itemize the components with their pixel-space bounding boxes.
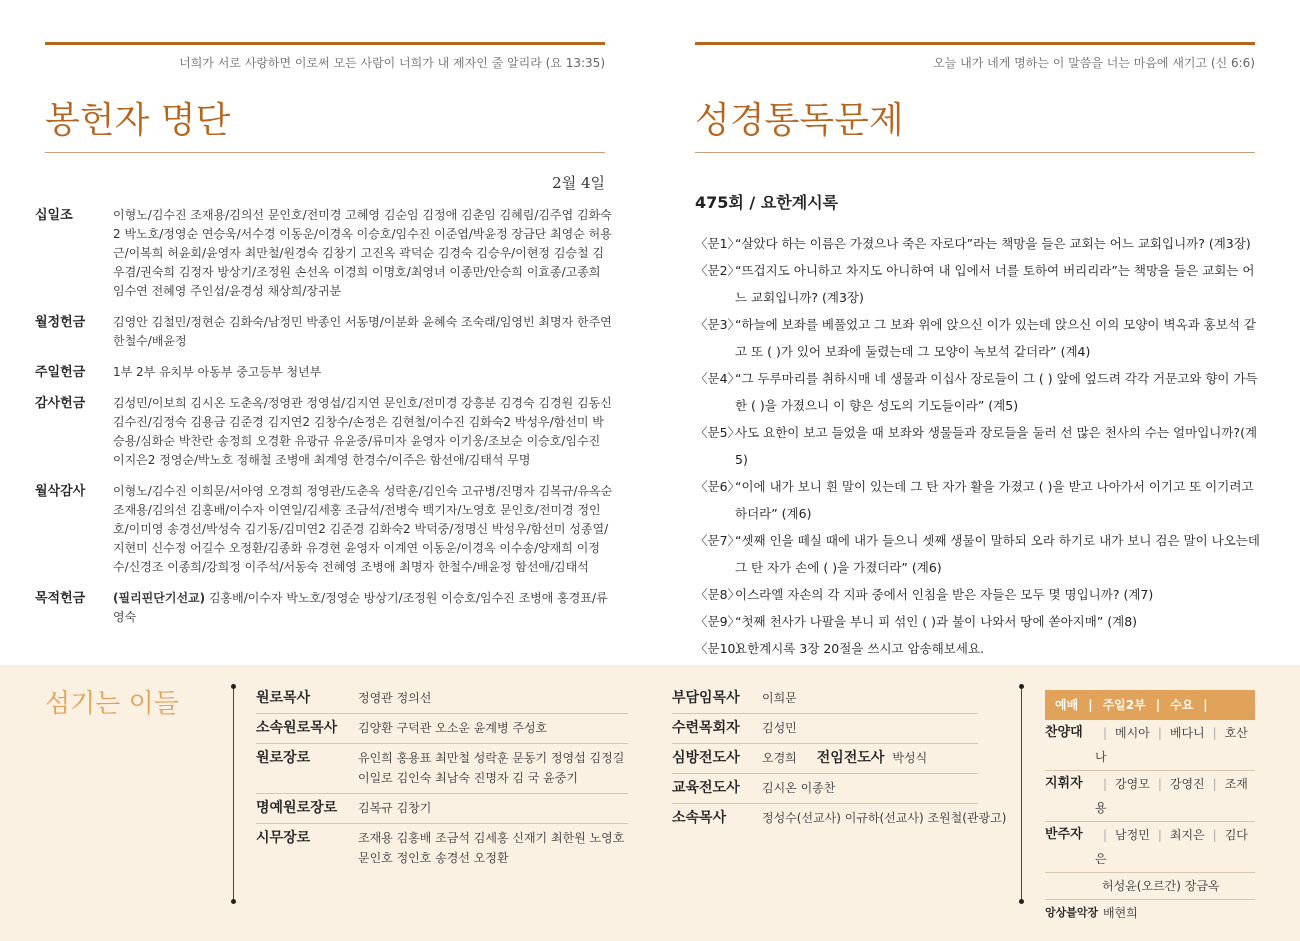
staff-role-secondary: 전임전도사 [816, 750, 885, 766]
question-number: 〈문4〉 [695, 371, 741, 386]
staff-names: 김시온 이종찬 [762, 781, 836, 795]
choir-value: 베다니 [1169, 726, 1205, 740]
choir-header-sep: | [1155, 698, 1161, 712]
staff-names: 유인희 홍용표 최만철 성락훈 문동기 정영섭 김정길 이일로 김인숙 최남숙 진명자 김 국 윤중기 [358, 751, 625, 785]
staff-names: 김복규 김창기 [358, 801, 432, 815]
donor-names: 이형노/김수진 이희문/서아영 오경희 정영관/도춘옥 성락훈/김인숙 고규병/진명자 김복규/유옥순 조재용/김의선 김홍배/이수자 이연일/김세홍 조금석/전병숙 백기자/노영호 문인호/전미경 정인호/이미영 송경선/박성숙 김기동/김미연2 김준경 김화숙2 박덕중/정명신 박성우/함선미 성종열/지현미 신수정 어길수 오정환/김종화 유경현 윤영자 이계연 이동운/이경옥 이수송/양재희 이정수/신경조 이종희/강희정 이주석/서동숙 전혜영 조병애 최명자 한철수/배윤정 함선애/김태석 [113, 484, 613, 574]
question-item [695, 581, 1260, 608]
donor-names: 1부 2부 유치부 아동부 중고등부 청년부 [113, 365, 322, 379]
staff-column-1 [256, 684, 628, 873]
title-rule [695, 152, 1255, 153]
staff-role: 시무장로 [256, 830, 311, 846]
title-rule [45, 152, 605, 153]
staff-names: 김성민 [762, 721, 797, 735]
choir-label: 찬양대 [1045, 725, 1083, 740]
question-text: 요한계시록 3장 20절을 쓰시고 암송해보세요. [735, 641, 985, 656]
verse-left: 너희가 서로 사랑하면 이로써 모든 사람이 너희가 내 제자인 줄 알리라 (요 13:35) [179, 56, 605, 70]
question-number: 〈문1〉 [695, 236, 741, 251]
staff-name: 박성식 [892, 751, 928, 765]
question-number: 〈문2〉 [695, 263, 741, 278]
staff-row [256, 684, 628, 714]
question-text: 사도 요한이 보고 들었을 때 보좌와 생물들과 장로들을 둘러 선 많은 천사의 수는 얼마입니까?(계5) [735, 425, 1258, 467]
staff-row [256, 794, 628, 824]
choir-header-sep: | [1203, 698, 1208, 712]
question-text: “뜨겁지도 아니하고 차지도 아니하여 내 입에서 너를 토하여 버리리라”는 책망을 들은 교회는 어느 교회입니까? (계3장) [735, 263, 1255, 305]
choir-label: 지휘자 [1045, 776, 1083, 791]
choir-label: 앙상블악장 [1045, 906, 1099, 919]
question-text: 이스라엘 자손의 각 지파 중에서 인침을 받은 자들은 모두 몇 명입니까? (계7) [735, 587, 1154, 602]
choir-header-sep: | [1088, 698, 1093, 712]
choir-row [1045, 900, 1255, 926]
divider-line [1021, 689, 1022, 901]
staff-name: 오경희 [762, 751, 797, 765]
top-rule [45, 42, 605, 45]
choir-value: 강영진 [1169, 777, 1205, 791]
choir-values: | 강영모 | 강영진 | 조재용 [1095, 777, 1248, 815]
donor-names [113, 589, 615, 627]
top-rule [695, 42, 1255, 45]
choir-row [1045, 771, 1255, 822]
question-list [695, 230, 1260, 662]
question-number: 〈문7〉 [695, 533, 741, 548]
choir-label: 반주자 [1045, 827, 1083, 842]
donor-names: 김성민/이보희 김시온 도춘옥/정영관 정영섭/김지연 문인호/전미경 강흥분 김경숙 김경원 김동신 김수진/김정숙 김용금 김준경 김지연2 김창수/손정은 김현철/이수진 김화숙2 박성우/함선미 박승용/심화순 박찬란 송정희 오경환 유광규 유윤중/류미자 윤영자 이기웅/조보순 이승호/임수진 이지은2 정영순/박노호 정해철 조병애 최계영 한경수/이주은 함선애/김태석 무명 [113, 396, 612, 467]
staff-role: 원로목사 [256, 690, 311, 706]
donor-row [35, 589, 615, 627]
question-item [695, 473, 1260, 527]
donor-row [35, 206, 615, 301]
staff-row [672, 714, 978, 744]
staff-names: 정성수(선교사) 이규하(선교사) 조원철(관광고) [762, 811, 1007, 825]
donor-label: 월삭감사 [35, 484, 86, 499]
question-number: 〈문10〉 [695, 641, 748, 656]
staff-role: 심방전도사 [672, 750, 740, 766]
mission-names: 김홍배/이수자 박노호/정영순 방상기/조정원 이승호/임수진 조병애 홍경표/류영숙 [113, 591, 608, 624]
choir-values: | 남정민 | 최지은 | 김다은 [1095, 828, 1248, 866]
staff-row [672, 774, 978, 804]
choir-header-cell: 주일2부 [1102, 698, 1146, 712]
question-item [695, 257, 1260, 311]
choir-values: | 메시아 | 베다니 | 호산나 [1095, 726, 1248, 764]
question-item [695, 608, 1260, 635]
question-item [695, 527, 1260, 581]
divider-line [233, 689, 234, 901]
donor-names: 김영안 김철민/정현순 김화숙/남정민 박종인 서동명/이분화 윤혜숙 조숙래/임영빈 최명자 한주연 한철수/배윤정 [113, 315, 612, 348]
choir-header [1045, 690, 1255, 720]
choir-value: 배현희 [1103, 906, 1138, 920]
donor-row [35, 482, 615, 577]
question-text: “하늘에 보좌를 베풀었고 그 보좌 위에 앉으신 이가 있는데 앉으신 이의 모양이 벽옥과 홍보석 같고 또 ( )가 있어 보좌에 둘렸는데 그 모양이 녹보석 같더라” (계4) [735, 317, 1256, 359]
question-text: “그 두루마리를 취하시매 네 생물과 이십사 장로들이 그 ( ) 앞에 엎드려 각각 거문고와 향이 가득한 ( )을 가졌으니 이 향은 성도의 기도들이라” (계5) [735, 371, 1258, 413]
choir-row [1045, 822, 1255, 873]
verse-right: 오늘 내가 네게 명하는 이 말씀을 너는 마음에 새기고 (신 6:6) [933, 56, 1255, 70]
question-item [695, 230, 1260, 257]
date: 2월 4일 [552, 174, 605, 192]
staff-role: 소속원로목사 [256, 720, 338, 736]
choir-table [1045, 690, 1255, 926]
staff-column-2 [672, 684, 1020, 833]
choir-value: 메시아 [1115, 726, 1150, 740]
question-text: “이에 내가 보니 흰 말이 있는데 그 탄 자가 활을 가졌고 ( )을 받고 나아가서 이기고 또 이기려고 하더라” (계6) [735, 479, 1254, 521]
question-number: 〈문3〉 [695, 317, 741, 332]
choir-value: 허성윤(오르간) 장금옥 [1102, 879, 1220, 893]
page-title-donors: 봉헌자 명단 [45, 100, 231, 141]
staff-role: 수련목회자 [672, 720, 740, 736]
choir-value: 최지은 [1169, 828, 1205, 842]
donor-row [35, 394, 615, 470]
question-text: “셋째 인을 떼실 때에 내가 들으니 셋째 생물이 말하되 오라 하기로 내가 보니 검은 말이 나오는데 그 탄 자가 손에 ( )을 가졌더라” (계6) [735, 533, 1260, 575]
quiz-section-title: 475회 / 요한계시록 [695, 193, 839, 212]
donor-list [35, 206, 615, 639]
staff-role: 부담임목사 [672, 690, 740, 706]
choir-row [1045, 873, 1255, 900]
donor-row [35, 313, 615, 351]
staff-names: 김양환 구덕관 오소운 윤계병 주성호 [358, 721, 548, 735]
question-item [695, 635, 1260, 662]
staff-role: 교육전도사 [672, 780, 740, 796]
staff-title: 섬기는 이들 [45, 689, 179, 719]
choir-value: 조재용 [1095, 777, 1248, 815]
staff-role: 원로장로 [256, 750, 311, 766]
donor-label: 월정헌금 [35, 315, 86, 330]
staff-role: 명예원로장로 [256, 800, 338, 816]
donor-row [35, 363, 615, 382]
staff-names: 이희문 [762, 691, 797, 705]
staff-row [672, 684, 978, 714]
staff-role: 소속목사 [672, 810, 727, 826]
staff-names: 정영관 정의선 [358, 691, 432, 705]
choir-header-cell: 수요 [1170, 698, 1194, 712]
choir-header-cell: 예배 [1055, 698, 1079, 712]
staff-row [256, 824, 628, 873]
staff-row [672, 804, 1020, 833]
donor-label: 목적헌금 [35, 591, 86, 606]
question-number: 〈문8〉 [695, 587, 741, 602]
donor-label: 십일조 [35, 208, 73, 223]
question-item [695, 365, 1260, 419]
mission-tag: (필리핀단기선교) [113, 591, 206, 605]
page-title-bible-quiz: 성경통독문제 [695, 100, 904, 141]
donor-label: 주일헌금 [35, 365, 86, 380]
choir-value: 호산나 [1095, 726, 1248, 764]
choir-label [1045, 874, 1095, 898]
donor-label: 감사헌금 [35, 396, 86, 411]
question-number: 〈문5〉 [695, 425, 741, 440]
choir-value: 강영모 [1115, 777, 1150, 791]
staff-names [754, 748, 978, 768]
question-number: 〈문6〉 [695, 479, 741, 494]
staff-row [256, 714, 628, 744]
question-item [695, 419, 1260, 473]
question-text: “살았다 하는 이름은 가졌으나 죽은 자로다”라는 책망을 들은 교회는 어느 교회입니까? (계3장) [735, 236, 1251, 251]
staff-row [256, 744, 628, 794]
question-item [695, 311, 1260, 365]
choir-value: 남정민 [1115, 828, 1150, 842]
divider-dot [1019, 899, 1024, 904]
choir-row [1045, 720, 1255, 771]
donor-names: 이형노/김수진 조재용/김의선 문인호/전미경 고혜영 김순임 김정애 김춘임 김혜림/김주엽 김화숙2 박노호/정영순 연승욱/서수경 이동운/이경옥 이승호/임수진 이준엽/박윤정 장금단 최영순 허용근/이복희 허윤회/윤영자 최만철/원경숙 김창기 고진옥 곽덕순 김경숙 김승우/이현정 김승철 김우겸/권숙희 김정자 방상기/조정원 손선옥 이경희 이명호/최영녀 이종만/안승희 이효종/고종희 임수연 전혜영 주인섭/윤경성 채상희/장귀분 [113, 208, 612, 298]
staff-names: 조재용 김홍배 조금석 김세홍 신재기 최한원 노영호 문인호 정인호 송경선 오정환 [358, 831, 625, 865]
divider-dot [231, 899, 236, 904]
question-text: “첫째 천사가 나팔을 부니 피 섞인 ( )과 불이 나와서 땅에 쏟아지매” (계8) [735, 614, 1138, 629]
question-number: 〈문9〉 [695, 614, 741, 629]
choir-value: 김다은 [1095, 828, 1248, 866]
staff-row [672, 744, 978, 774]
